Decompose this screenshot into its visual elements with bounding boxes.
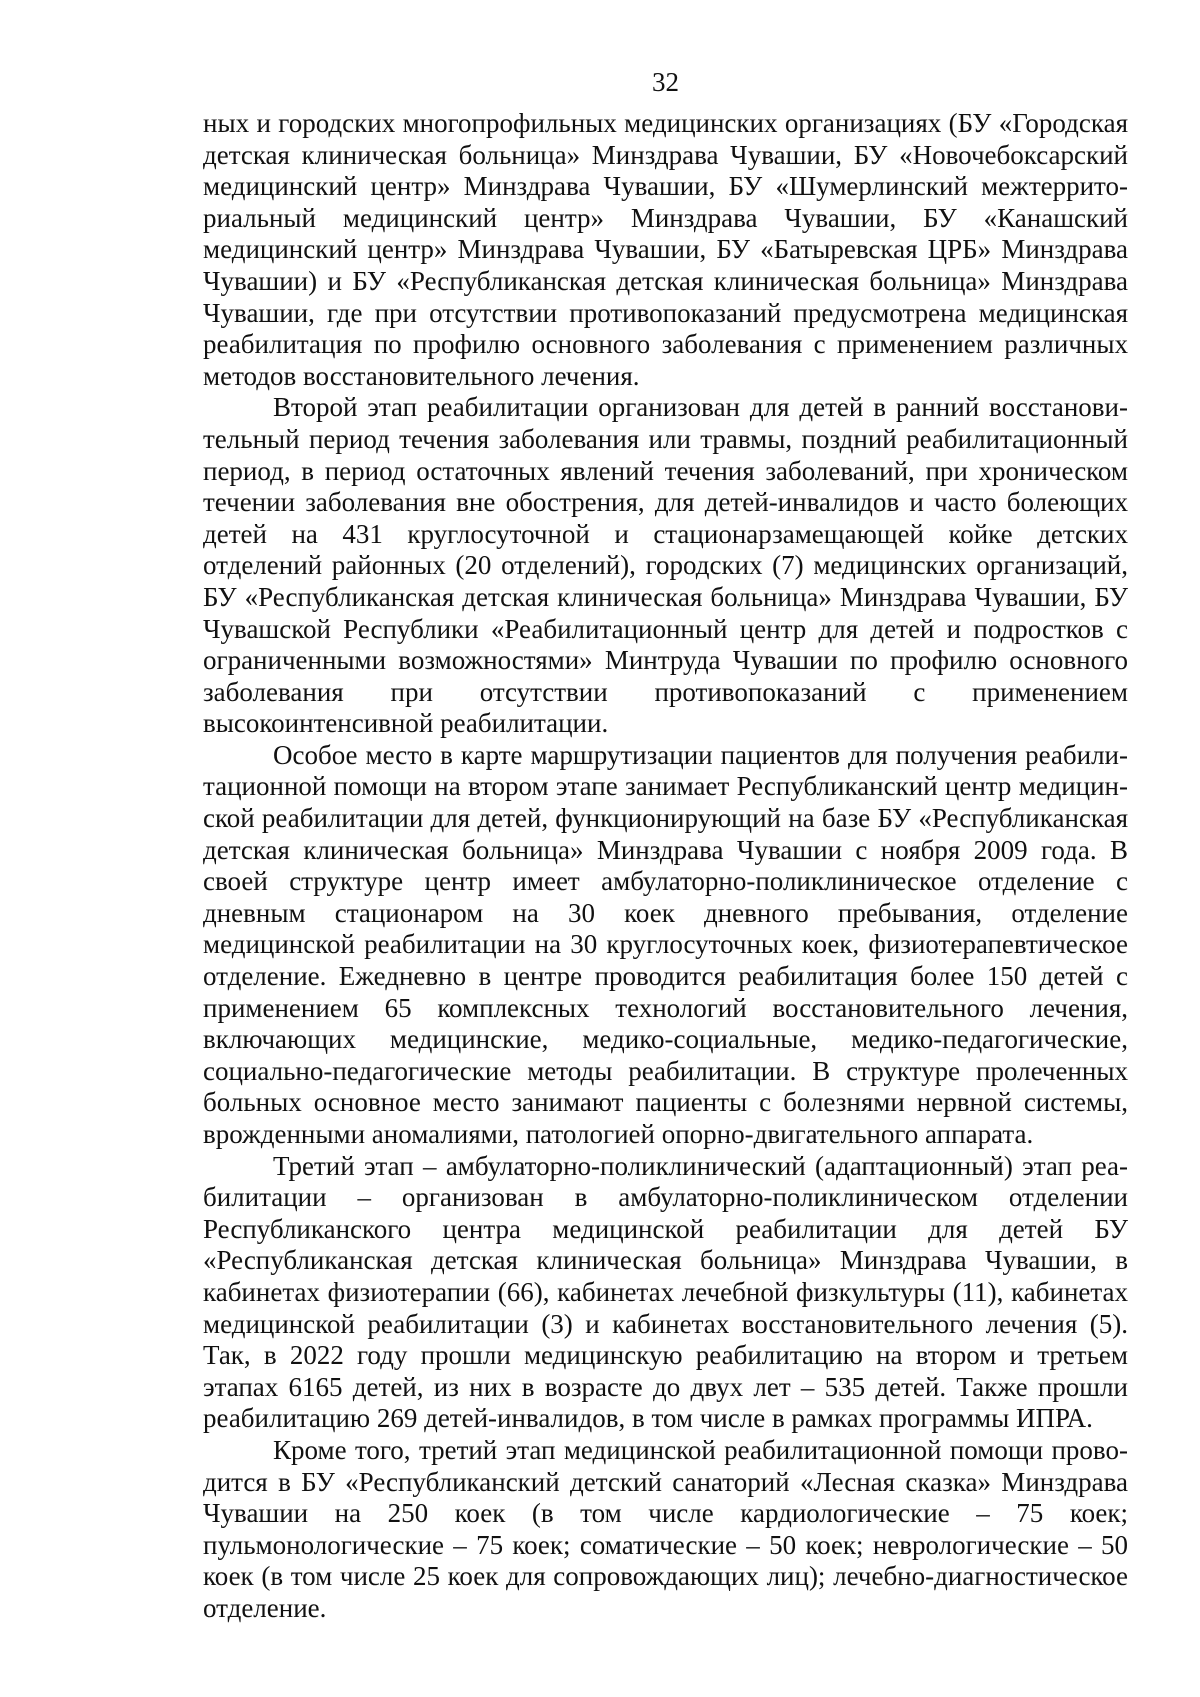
paragraph-continuation: ных и городских многопрофильных медицинских организациях (БУ «Городская детская клиническая больница» Минздрава Чувашии, БУ «Новочебоксарский медицинский центр» Минздрава Чувашии, БУ «Шумерлинский межтерриториальный медицинский центр» Минздрава Чувашии, БУ «Канашский медицинский центр» Минздрава Чувашии, БУ «Батыревская ЦРБ» Минздрава Чувашии) и БУ «Республиканская детская клиническая больница» Минздрава Чувашии, где при отсутствии противопоказаний предусмотрена медицинская реабилитация по профилю основного заболевания с применением различных методов восстановительного лечения.: [203, 108, 1128, 391]
paragraph-sanatorium: Кроме того, третий этап медицинской реабилитационной помощи проводится в БУ «Республиканский детский санаторий «Лесная сказка» Минздрава Чувашии на 250 коек (в том числе кардиологические – 75 коек; пульмонологические – 75 коек; соматические – 50 коек; неврологические – 50 коек (в том числе 25 коек для сопровождающих лиц); лечебно-диагностическое отделение.: [203, 1434, 1128, 1623]
page-number: 32: [652, 67, 679, 97]
paragraph-second-stage: Второй этап реабилитации организован для детей в ранний восстановительный период течения заболевания или травмы, поздний реабилитационный период, в период остаточных явлений течения заболеваний, при хроническом течении заболевания вне обострения, для детей-инвалидов и часто болеющих детей на 431 круглосуточной и стационарзамещающей койке детских отделений районных (20 отделений), городских (7) медицинских организаций, БУ «Республиканская детская клиническая больница» Минздрава Чувашии, БУ Чувашской Республики «Реабилитационный центр для детей и подростков с ограниченными возможностями» Минтруда Чувашии по профилю основного заболевания при отсутствии противопоказаний с применением высокоинтенсивной реабилитации.: [203, 392, 1128, 739]
document-page: [203, 66, 1128, 1625]
paragraph-rehab-center: Особое место в карте маршрутизации пациентов для получения реабилитационной помощи на втором этапе занимает Республиканский центр медицинской реабилитации для детей, функционирующий на базе БУ «Республиканская детская клиническая больница» Минздрава Чувашии с ноября 2009 года. В своей структуре центр имеет амбулаторно-поликлиническое отделение с дневным стационаром на 30 коек дневного пребывания, отделение медицинской реабилитации на 30 круглосуточных коек, физиотерапевтическое отделение. Ежедневно в центре проводится реабилитация более 150 детей с применением 65 комплексных технологий восстановительного лечения, включающих медицинские, медико-социальные, медико-педагогические, социально-педагогические методы реабилитации. В структуре пролеченных больных основное место занимают пациенты с болезнями нервной системы, врожденными аномалиями, патологией опорно-двигательного аппарата.: [203, 739, 1128, 1149]
paragraph-third-stage: Третий этап – амбулаторно-поликлинический (адаптационный) этап реабилитации – организован в амбулаторно-поликлиническом отделении Республиканского центра медицинской реабилитации для детей БУ «Республиканская детская клиническая больница» Минздрава Чувашии, в кабинетах физиотерапии (66), кабинетах лечебной физкультуры (11), кабинетах медицинской реабилитации (3) и кабинетах восстановительного лечения (5). Так, в 2022 году прошли медицинскую реабилитацию на втором и третьем этапах 6165 детей, из них в возрасте до двух лет – 535 детей. Также прошли реабилитацию 269 детей-инвалидов, в том числе в рамках программы ИПРА.: [203, 1150, 1128, 1434]
